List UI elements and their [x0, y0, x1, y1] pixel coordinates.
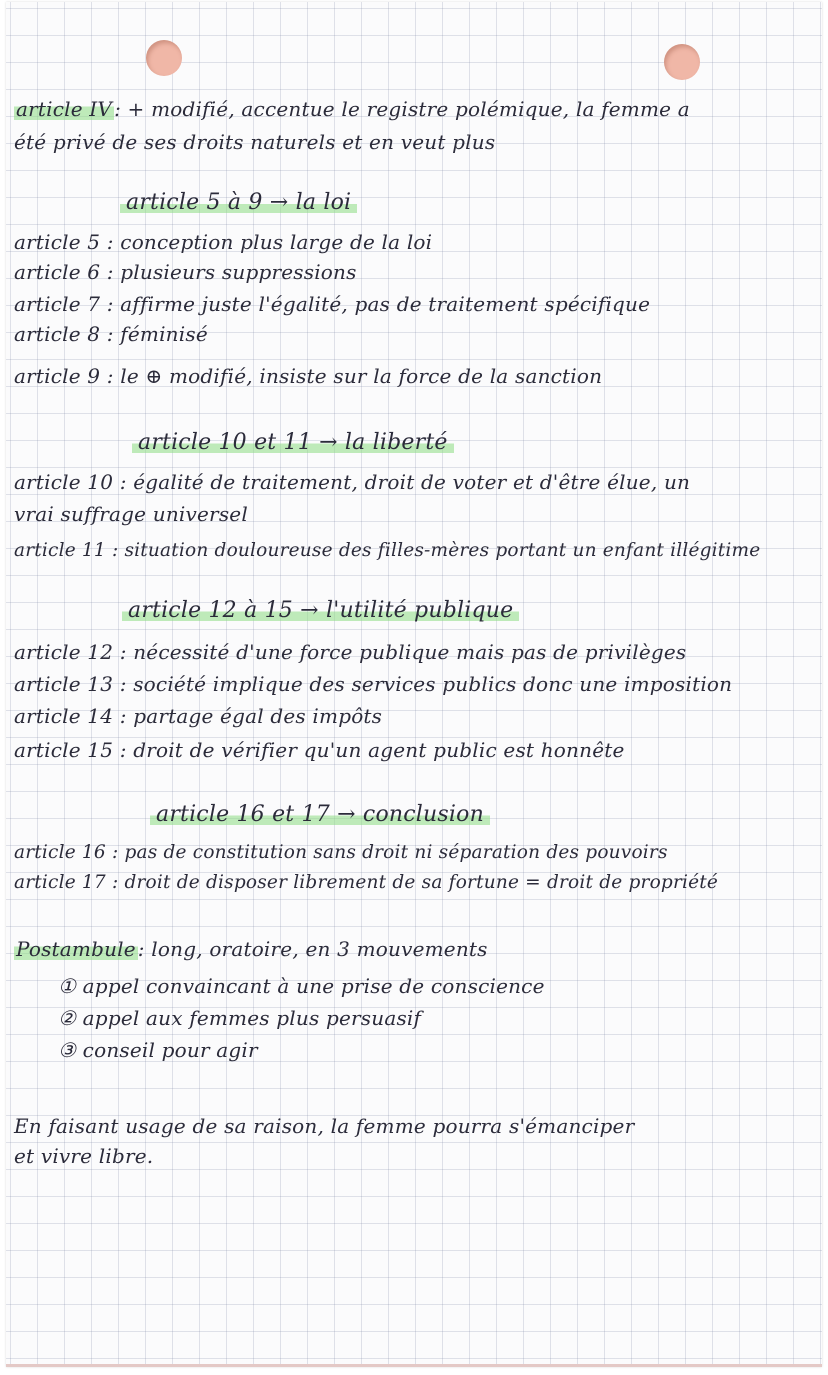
- law-line: article 8 : féminisé: [14, 322, 208, 346]
- public-line: article 15 : droit de vérifier qu'un agent public est honnête: [14, 738, 625, 762]
- intro-line: [14, 97, 690, 121]
- liberty-line: vrai suffrage universel: [14, 502, 248, 526]
- liberty-line: article 10 : égalité de traitement, droit de voter et d'être élue, un: [14, 470, 691, 494]
- section-heading-liberty: article 10 et 11 → la liberté: [132, 430, 454, 455]
- law-line: article 5 : conception plus large de la loi: [14, 230, 433, 254]
- closing-line-2: et vivre libre.: [14, 1144, 154, 1168]
- postambule-text: : long, oratoire, en 3 mouvements: [137, 937, 488, 961]
- postambule-item: ② appel aux femmes plus persuasif: [58, 1006, 422, 1030]
- conclusion-line: article 16 : pas de constitution sans droit ni séparation des pouvoirs: [14, 842, 668, 863]
- conclusion-line: article 17 : droit de disposer librement de sa fortune = droit de propriété: [14, 872, 719, 893]
- closing-line: En faisant usage de sa raison, la femme pourra s'émanciper: [14, 1114, 635, 1138]
- liberty-line: article 11 : situation douloureuse des filles-mères portant un enfant illégitime: [14, 540, 761, 561]
- law-line: article 9 : le ⊕ modifié, insiste sur la force de la sanction: [14, 364, 603, 388]
- punch-hole: [146, 40, 182, 76]
- postambule-item: ③ conseil pour agir: [58, 1038, 258, 1062]
- intro-text: : + modifié, accentue le registre polémique, la femme a: [114, 97, 690, 121]
- public-line: article 13 : société implique des services publics donc une imposition: [14, 672, 733, 696]
- section-heading-law: article 5 à 9 → la loi: [120, 190, 357, 215]
- law-line: article 7 : affirme juste l'égalité, pas de traitement spécifique: [14, 292, 651, 316]
- section-heading-conclusion: article 16 et 17 → conclusion: [150, 802, 490, 827]
- postambule-title: [14, 937, 488, 961]
- postambule-label: Postambule: [16, 937, 136, 961]
- postambule-item: ① appel convaincant à une prise de conscience: [58, 974, 545, 998]
- public-line: article 12 : nécessité d'une force publique mais pas de privilèges: [14, 640, 687, 664]
- section-heading-public: article 12 à 15 → l'utilité publique: [122, 598, 519, 623]
- law-line: article 6 : plusieurs suppressions: [14, 260, 357, 284]
- intro-line-2: été privé de ses droits naturels et en veut plus: [14, 130, 496, 154]
- notebook-page: [6, 2, 822, 1367]
- punch-hole: [664, 44, 700, 80]
- intro-label: article IV: [16, 97, 113, 121]
- public-line: article 14 : partage égal des impôts: [14, 704, 383, 728]
